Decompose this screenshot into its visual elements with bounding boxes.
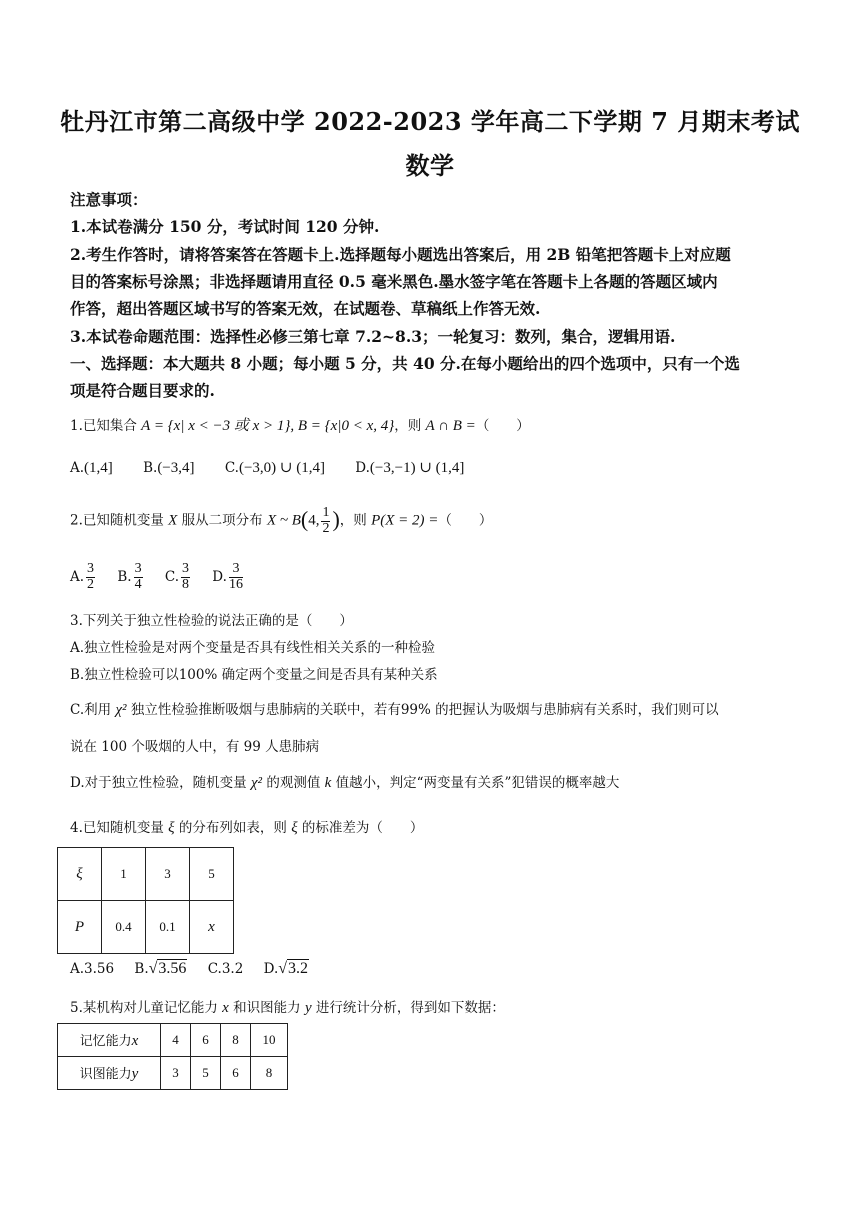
q4-option-d[interactable]: D.√3.2 — [263, 960, 309, 977]
chi-square-symbol: χ² — [115, 702, 127, 718]
q1-expression: A ∩ B = — [425, 418, 476, 434]
q1-sets: A = {x| x < −3 或 x > 1}, B = {x|0 < x, 4} — [141, 418, 395, 434]
section-heading-line-1: 一、选择题：本大题共 8 小题；每小题 5 分，共 40 分.在每小题给出的四个选项中，只有一个选 — [70, 354, 740, 373]
question-3-stem: 3.下列关于独立性检验的说法正确的是（ ） — [70, 613, 353, 629]
question-1-stem: 1.已知集合 A = {x| x < −3 或 x > 1}, B = {x|0 < x, 4}，则 A ∩ B =（ ） — [70, 418, 530, 434]
table-row: ξ 1 3 5 — [58, 848, 234, 901]
q3-option-a[interactable]: A.独立性检验是对两个变量是否具有线性相关关系的一种检验 — [70, 640, 436, 656]
q2-option-d[interactable]: D. $\frac{3}{16}$ — [212, 561, 243, 592]
notice-item-2-line-1: 2.考生作答时，请将答案答在答题卡上.选择题每小题选出答案后，用 2B 铅笔把答题卡上对应题 — [70, 245, 731, 264]
q4-option-a[interactable]: A.3.56 — [70, 961, 115, 977]
q2-distribution: X ~ B — [266, 512, 301, 529]
section-heading-line-2: 项是符合题目要求的. — [70, 381, 215, 400]
q1-option-a[interactable]: A.(1,4] — [70, 460, 113, 476]
q5-data-table — [57, 1023, 288, 1090]
question-5-stem: 5.某机构对儿童记忆能力 x 和识图能力 y 进行统计分析，得到如下数据： — [70, 1000, 505, 1016]
notice-item-1: 1.本试卷满分 150 分，考试时间 120 分钟. — [70, 217, 380, 236]
q3-option-b[interactable]: B.独立性检验可以100% 确定两个变量之间是否具有某种关系 — [70, 667, 438, 683]
notice-heading: 注意事项： — [70, 190, 148, 209]
q2-probability: P(X = 2) = — [371, 512, 439, 529]
q4-distribution-table — [57, 847, 234, 954]
notice-item-3: 3.本试卷命题范围：选择性必修三第七章 7.2~8.3；一轮复习：数列，集合，逻辑用语. — [70, 327, 676, 346]
table-row: 记忆能力x 4 6 8 10 — [58, 1024, 288, 1057]
question-4-stem: 4.已知随机变量 ξ 的分布列如表，则 ξ 的标准差为（ ） — [70, 820, 424, 836]
q4-option-b[interactable]: B.√3.56 — [134, 960, 187, 977]
question-2-stem: 2.已知随机变量 X 服从二项分布 X ~ B(4, $\frac{1}{2}$ )，则 P(X = 2) =（ ） — [70, 505, 493, 536]
q1-option-b[interactable]: B.(−3,4] — [143, 460, 195, 476]
notice-item-2-line-3: 作答，超出答题区域书写的答案无效，在试题卷、草稿纸上作答无效. — [70, 299, 541, 318]
question-1-options — [70, 458, 790, 477]
q2-fraction: $\frac{1}{2}$ — [322, 505, 330, 536]
q2-option-c[interactable]: C. $\frac{3}{8}$ — [164, 561, 189, 592]
exam-subject: 数学 — [405, 151, 455, 180]
table-row: P 0.4 0.1 x — [58, 901, 234, 954]
question-4-options — [70, 960, 790, 978]
question-2-options — [70, 562, 790, 592]
notice-item-2-line-2: 目的答案标号涂黑；非选择题请用直径 0.5 毫米黑色.墨水签字笔在答题卡上各题的答题区域内 — [70, 272, 718, 291]
q3-option-c-line-2: 说在 100 个吸烟的人中，有 99 人患肺病 — [70, 739, 320, 755]
q3-option-d[interactable]: D.对于独立性检验，随机变量 χ² 的观测值 k 值越小，判定“两变量有关系”犯错误的概率越大 — [70, 775, 620, 791]
q2-option-b[interactable]: B. $\frac{3}{4}$ — [117, 561, 142, 592]
q1-option-c[interactable]: C.(−3,0) ∪ (1,4] — [224, 460, 325, 476]
q1-option-d[interactable]: D.(−3,−1) ∪ (1,4] — [355, 460, 465, 476]
q3-option-c[interactable]: C.利用 χ² 独立性检验推断吸烟与患肺病的关联中，若有99% 的把握认为吸烟与患肺病有关系时，我们则可以 — [70, 702, 719, 718]
table-row: 识图能力y 3 5 6 8 — [58, 1057, 288, 1090]
q2-option-a[interactable]: A. $\frac{3}{2}$ — [70, 561, 95, 592]
q4-option-c[interactable]: C.3.2 — [207, 961, 244, 977]
exam-title: 牡丹江市第二高级中学 2022-2023 学年高二下学期 7 月期末考试 — [60, 107, 800, 136]
